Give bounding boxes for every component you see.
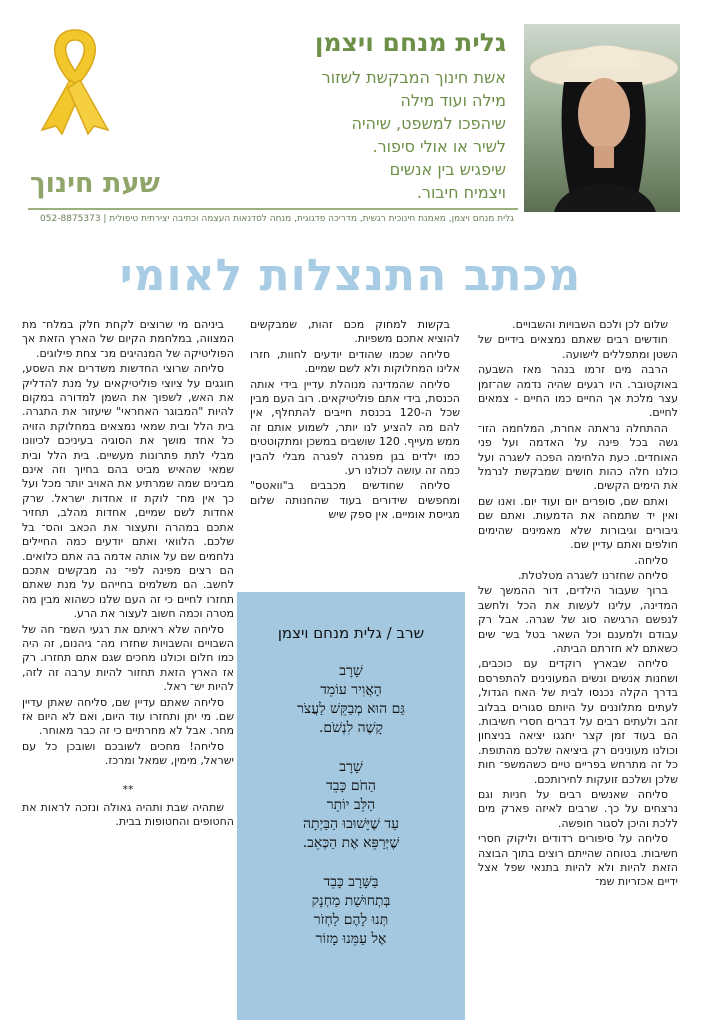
article-column-right (478, 318, 678, 1016)
intro-line: אשת חינוך המבקשת לשזור (321, 68, 506, 87)
poem-box (237, 592, 465, 1020)
poem-line: עַד שֶׁיָּשׁוּבוּ הַבַּיְתָה (302, 816, 400, 832)
paragraph: בקשות למחוק מכם זהות, שמבקשים להוציא אתכם משפיות. (250, 318, 460, 346)
paragraph: שלום לכן ולכם השבויות והשבויים. (512, 318, 668, 331)
article-headline: מכתב התנצלות לאומי (119, 250, 582, 301)
paragraph: ביניהם מי שרוצים לקחת חלק במלח־ מת המצווה, במלחמת הקיום של הארץ הזאת אך הפוליטיקה של המנהיגים מנ־ צחת פילוגים. (22, 318, 234, 360)
poem-title: שרב / גלית מנחם ויצמן (277, 624, 425, 642)
section-separator: ** (122, 782, 134, 796)
author-byline: גלית מנחם ויצמן, מאמנת חינוכית רגשית, מדריכה פדגוגית, מנחה לסדנאות העצמה וכתיבה יצירתית טיפולית | 052-8875373 (40, 214, 514, 224)
poem-stanza (237, 758, 465, 853)
paragraph: סליחה שרוצי החדשות משדרים את השסע, חוגגים על ציוצי פוליטיקאים על מנת להדליק את האש, לשפוך את השמן למדורה במקום להיות "המבוגר האחראי" שיעזור את התגרה. בית הלל ובית שמאי נמצאים במחלוקת הזויה כל אחד מושך את הסוגיה בעיניכם לכיוונו מבלי לתת פתרונות מעשיים. בית הלל ובית שמאי שהאיש מביט בהם בחיוך וזה אינם מבינים שמה שמרתיע את האויב יותר מכל ועל כך אין מח־ לוקת זו אחדות ישראל. שרק אחדות לשם שמיים, אחדות מהלב, תחזיר אתכם במהרה ותעצור את הכאב והס־ בל שלכם. הלוואי ואתם יודעים כמה החיילים נלחמים שם על אותה אדמה בה אתם כלואים. הם רצים מפינה לפי־ נה מבקשים אתכם לחשב. הם משלמים בחייהם על מנת שאתם תחזרו לחיים כי זה העם שלנו כשהוא מבין מה מטרה וכמה חשוב לעצור את הרע. (22, 362, 234, 621)
poem-line: שָׁרָב (339, 663, 363, 679)
paragraph: ברוך שעבור הילדים, דור ההמשך של המדינה, עלינו לעשות את הכל ולחשב לנפשם הרגישה סוג של שגרה. אבל רק עבודם ולמענם וכל השאר בטל בש־ שים כשאתם לא חזרתם הביתה. (478, 584, 678, 655)
paragraph: סליחה! מחכים לשובכם ושובכן כל עם ישראל, מימין, שמאל ומרכז. (22, 739, 234, 768)
intro-line: ויצמיח חיבור. (416, 183, 506, 202)
paragraph: סליחה שאתם עדיין שם, סליחה שאתן עדיין שם. מי יתן ותחזרו עוד היום, ואם לא היום אז מחר. אבל לא מחרתיים כי זה כבר מאוחר. (22, 695, 234, 738)
author-intro (286, 66, 506, 204)
header-divider (28, 208, 518, 210)
poem-line: אֶל עַמֵּנוּ מָזוֹר (315, 931, 387, 947)
intro-line: שיפגיש בין אנשים (389, 160, 506, 179)
poem-line: תְּנוּ לָהֶם לַחְזֹר (313, 912, 389, 928)
author-photo (524, 24, 680, 212)
poem-stanza (237, 662, 465, 738)
poem-line: הַלֵּב יוֹתֵר (326, 797, 376, 813)
yellow-ribbon-icon (30, 22, 120, 137)
intro-line: מילה ועוד מילה (400, 91, 506, 110)
paragraph: סליחה על סיפורים רדודים וליקוק חסרי חשיבות. בטוחה שהייתם רוצים בתוך הבוצה הזאת להיות ולא להיות בתנאי שפל אצל ידיים אכזריות שמ־ (478, 832, 678, 889)
paragraph: סליחה שלא ראיתם את רגעי השמ־ חה של השבויים והשבויות שחזרו מה־ גיהנום, זה היה כמו חלום וכולנו מחכים שגם אתם תחזרו. רק אז הארץ הזאת תחזור להיות ערבה זה לזה, להיות יש־ ראל. (22, 622, 234, 694)
paragraph: סליחה. (634, 553, 668, 567)
paragraph: סליחה שאנשים רבים על חניות וגם נרצחים על כך. שרבים לאיזה פארק מים ללכת והיכן לסגור חופשה. (478, 788, 678, 830)
paragraph: ההתחלה נראתה אחרת, המלחמה הזו־ גשה בכל פינה על האדמה ועל פני האוחדים. כעת הלחימה הפכה לשגרה ועל כולנו חלה כהות חושים שמבקשת לנרמל את הימים הקשים. (478, 421, 678, 493)
poem-line: הָאֲוִיר עוֹמֵד (320, 682, 382, 698)
poem-line: שֶׁיְּרַפֵּא אֶת הַכְּאֵב. (302, 835, 400, 851)
paragraph: סליחה שבארץ רוקדים עם כוכבים, ושחנות אנשים ונשים המעונינים להתפרסם בדרך הקלה נכנסו לבית של האח הגדול, לעתים מתלוננים על היותם סגורים בבלוב זהב ולעתים רבים על דברים חסרי חשיבות. הם בעוד זמן קצר יחגגו יציאה בניצחון וכולנו מעונינים רק ביציאה שלכם מהתופת. כל זה מתרחש בפריים טיים כשהמשפ־ חות שלכן ושלכם זועקות לחירותכם. (478, 657, 678, 786)
paragraph: הרבה מים זרמו בנהר מאז השבעה באוקטובר. היו רגעים שהיה נדמה שה־זמן עצר מלכת אך החיים כמו החיים - צמאים לחיים. (478, 363, 678, 420)
article-column-middle (250, 318, 460, 586)
paragraph: חודשים רבים שאתם נמצאים בידיים של השטן ומתפללים לישועה. (478, 333, 678, 361)
paragraph: סליחה שהמדינה מנוהלת עדיין בידי אותה הכנסת, בידי אתם פוליטיקאים. רוב העם מבין שכל ה-120 בכנסת חייבים להתחלף, אין להם מה להציע לנו יותר, לשמוע אותם זה ממש מעייף. 120 שושבים במשכן ומתקוטטים כמו ילדים בגן מפגרה לפגרה מבלי להבין כמה זה עושה לכולנו רע. (250, 377, 460, 478)
closing-paragraph: שתהיה שבת ותהיה גאולה ונזכה לראות את החטופים והחטופות בבית. (22, 801, 234, 829)
paragraph: ואתם שם, סופרים יום ועוד יום. ואנו שם ואין יד שתמחה את הדמעות. ואתם שם גיבורים וגיבורות שלא מאמינים שהימים חולפים ואתם עדיין שם. (478, 494, 678, 552)
poem-line: קָשֶׁה לִנְשֹׁם. (318, 720, 384, 736)
poem-stanza (237, 873, 465, 949)
paragraph: סליחה שחזרנו לשגרה מטלטלת. (517, 568, 668, 582)
poem-line: הַחֹם כָּבֵד (326, 778, 376, 794)
intro-line: לשיר או אולי סיפור. (372, 137, 506, 156)
poem-line: שָׁרָב (339, 759, 363, 775)
paragraph: סליחה שחודשים מכבבים ב"וואטס" ומחפשים שידורים בעוד שהחנותה שלום מגייסת אומיים. אין ספק שיש (250, 479, 460, 522)
intro-line: שיהפכו למשפט, שיהיה (351, 114, 506, 133)
poem-line: בְּתְחוּשַׁת מַחְנָק (311, 893, 391, 909)
column-brand: שעת חינוך (30, 168, 160, 199)
poem-line: גַּם הוּא מְבַקֵּשׁ לַעֲצֹר (297, 701, 405, 717)
author-name: גלית מנחם ויצמן (314, 28, 506, 57)
paragraph: סליחה שכמו שהודים יודעים לחוות, חזרו אלינו המחלוקות ולא לשם שמיים. (250, 347, 460, 376)
article-column-left (22, 318, 234, 1016)
poem-line: בַּשָּׁרָב כָּבֵד (323, 874, 379, 890)
